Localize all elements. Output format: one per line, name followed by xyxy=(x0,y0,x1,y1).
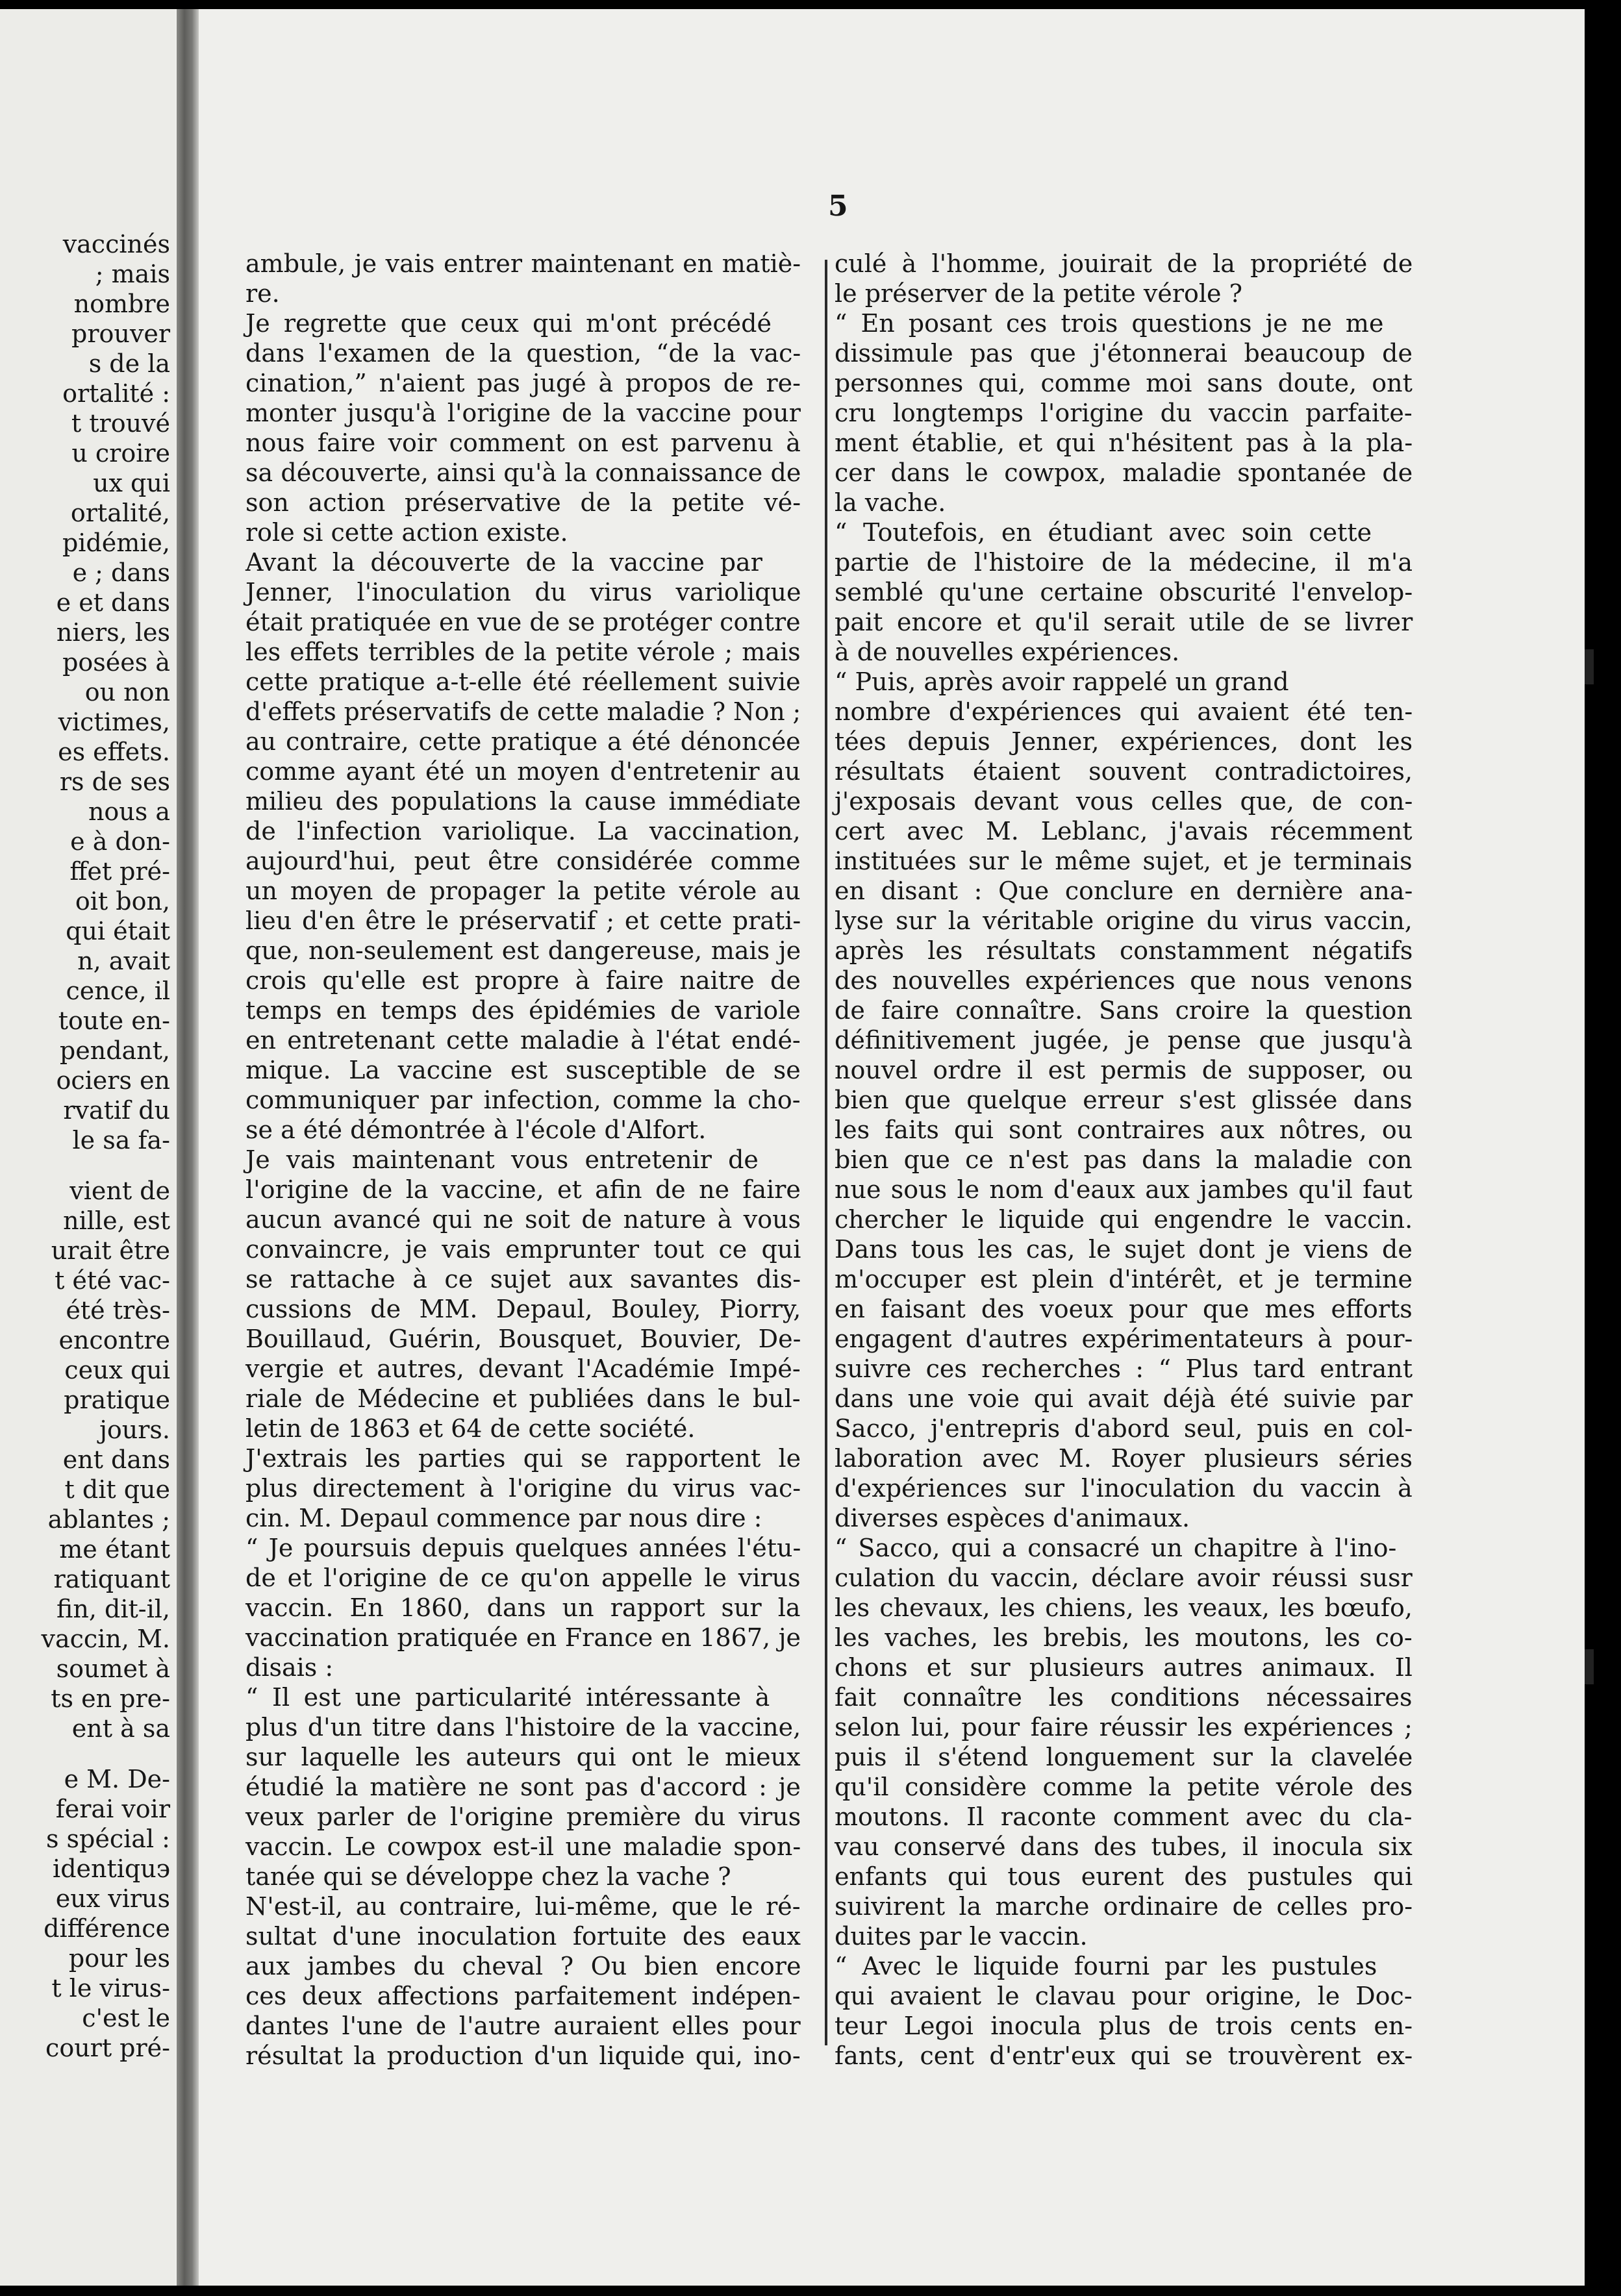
previous-page-line: été très- xyxy=(66,1296,170,1325)
previous-page-line: s de la xyxy=(88,349,170,378)
previous-page-line: rs de ses xyxy=(59,767,170,796)
previous-page-line: t trouvé xyxy=(71,409,170,438)
right-column-line: nouvel ordre il est permis de supposer, ou xyxy=(835,1056,1413,1084)
previous-page-line: ux qui xyxy=(93,469,170,497)
previous-page-line: soumet à xyxy=(56,1654,170,1683)
left-column-line: role si cette action existe. xyxy=(245,518,568,547)
left-column-line: aujourd'hui, peut être considérée comme xyxy=(245,847,801,875)
right-column-line: suivirent la marche ordinaire de celles pro- xyxy=(835,1892,1413,1921)
left-column-line: comme ayant été un moyen d'entretenir au xyxy=(245,757,801,786)
right-column-line: moutons. Il raconte comment avec du cla- xyxy=(835,1803,1413,1831)
previous-page-line: e ; dans xyxy=(72,558,170,587)
left-column-line: J'extrais les parties qui se rapportent le xyxy=(245,1444,801,1473)
previous-page-line: ou non xyxy=(84,678,170,706)
right-column-line: suivre ces recherches : “ Plus tard entrant xyxy=(835,1354,1413,1383)
left-column-line: mique. La vaccine est susceptible de se xyxy=(245,1056,801,1084)
previous-page-text xyxy=(0,230,170,2178)
previous-page-line: s spécial : xyxy=(45,1825,170,1853)
previous-page-line: nille, est xyxy=(63,1206,170,1235)
previous-page-line: encontre xyxy=(58,1326,170,1354)
previous-page-line: rvatif du xyxy=(63,1096,170,1125)
page-number: 5 xyxy=(828,190,848,223)
right-column-line: “ Puis, après avoir rappelé un grand xyxy=(835,668,1289,696)
right-column-line: le préserver de la petite vérole ? xyxy=(835,279,1243,308)
left-column-line: étudié la matière ne sont pas d'accord : je xyxy=(245,1773,801,1801)
left-column-line: “ Il est une particularité intéressante à xyxy=(245,1683,770,1712)
right-column-line: cert avec M. Leblanc, j'avais récemment xyxy=(835,817,1413,845)
previous-page-line: t le virus- xyxy=(51,1974,170,2003)
left-column-line: nous faire voir comment on est parvenu à xyxy=(245,429,801,457)
right-column-line: “ Toutefois, en étudiant avec soin cette xyxy=(835,518,1372,547)
left-column-line: cination,” n'aient pas jugé à propos de re- xyxy=(245,369,801,397)
left-column-line: vaccin. Le cowpox est-il une maladie spon- xyxy=(245,1832,801,1861)
left-column-line: ces deux affections parfaitement indépen- xyxy=(245,1982,801,2010)
previous-page-line: nombre xyxy=(73,290,170,318)
left-column-line: aux jambes du cheval ? Ou bien encore xyxy=(245,1952,801,1980)
previous-page-line: vaccin, M. xyxy=(41,1625,170,1653)
previous-page-line: ent dans xyxy=(62,1445,170,1474)
previous-page-line: toute en- xyxy=(58,1006,170,1035)
right-column-line: engagent d'autres expérimentateurs à pour- xyxy=(835,1325,1413,1353)
right-column-line: des nouvelles expériences que nous venons xyxy=(835,966,1413,995)
left-column-line: vaccin. En 1860, dans un rapport sur la xyxy=(245,1593,801,1622)
left-column-line: au contraire, cette pratique a été dénoncée xyxy=(245,727,801,756)
right-column-line: en faisant des voeux pour que mes efforts xyxy=(835,1295,1413,1323)
right-column-line: la vache. xyxy=(835,488,946,517)
right-column-line: tées depuis Jenner, expériences, dont les xyxy=(835,727,1413,756)
left-column-line: “ Je poursuis depuis quelques années l'étu- xyxy=(245,1534,801,1562)
previous-page-line: prouver xyxy=(71,319,170,348)
previous-page-line: ent à sa xyxy=(71,1714,170,1743)
left-column-line: plus directement à l'origine du virus vac- xyxy=(245,1474,801,1503)
left-column-line: tanée qui se développe chez la vache ? xyxy=(245,1862,731,1891)
left-column-line: d'effets préservatifs de cette maladie ? Non ; xyxy=(245,697,801,726)
left-column-line: aucun avancé qui ne soit de nature à vous xyxy=(245,1205,801,1234)
left-column-line: les effets terribles de la petite vérole ; mais xyxy=(245,638,801,666)
right-column-line: ment établie, et qui n'hésitent pas à la pla- xyxy=(835,429,1413,457)
left-column-line: un moyen de propager la petite vérole au xyxy=(245,877,801,905)
previous-page-line: u croire xyxy=(71,439,170,468)
right-column-line: à de nouvelles expériences. xyxy=(835,638,1180,666)
previous-page-line: pratique xyxy=(64,1386,170,1414)
previous-page-line: ratiquant xyxy=(53,1565,170,1593)
right-column-line: de faire connaître. Sans croire la question xyxy=(835,996,1413,1025)
right-column-line: m'occuper est plein d'intérêt, et je termine xyxy=(835,1265,1413,1293)
left-column-line: résultat la production d'un liquide qui, ino- xyxy=(245,2041,801,2070)
previous-page-line: ffet pré- xyxy=(69,857,170,886)
previous-page-line: oit bon, xyxy=(75,887,170,916)
previous-page-line: cence, il xyxy=(66,977,170,1005)
right-column-line: en disant : Que conclure en dernière ana- xyxy=(835,877,1413,905)
right-column-line: chercher le liquide qui engendre le vaccin. xyxy=(835,1205,1413,1234)
right-column-line: définitivement jugée, je pense que jusqu'à xyxy=(835,1026,1413,1054)
previous-page-line: es effets. xyxy=(58,738,170,766)
left-column-line: Je vais maintenant vous entretenir de xyxy=(245,1145,759,1174)
left-column-line: dans l'examen de la question, “de la vac- xyxy=(245,339,801,368)
previous-page-line: ablantes ; xyxy=(47,1505,170,1534)
scan-edge-mark xyxy=(1585,649,1594,684)
left-column-line: riale de Médecine et publiées dans le bul- xyxy=(245,1384,801,1413)
previous-page-line: ts en pre- xyxy=(51,1684,170,1713)
right-column-line: instituées sur le même sujet, et je terminais xyxy=(835,847,1413,875)
right-column-line: cru longtemps l'origine du vaccin parfaite- xyxy=(835,399,1413,427)
previous-page-line: urait être xyxy=(51,1236,170,1265)
right-column-line: Dans tous les cas, le sujet dont je viens de xyxy=(835,1235,1413,1264)
right-column-line: culé à l'homme, jouirait de la propriété de xyxy=(835,249,1413,278)
left-column-line: N'est-il, au contraire, lui-même, que le ré- xyxy=(245,1892,801,1921)
left-column-line: de l'infection variolique. La vaccination, xyxy=(245,817,801,845)
right-column-line: Sacco, j'entrepris d'abord seul, puis en col- xyxy=(835,1414,1413,1443)
previous-page-line: ortalité, xyxy=(70,499,170,527)
right-column-line: qu'il considère comme la petite vérole des xyxy=(835,1773,1413,1801)
right-column-line: puis il s'étend longuement sur la clavelée xyxy=(835,1743,1413,1771)
right-column-line: semblé qu'une certaine obscurité l'envelop- xyxy=(835,578,1413,606)
left-column-line: cin. M. Depaul commence par nous dire : xyxy=(245,1504,762,1532)
previous-page-line: me étant xyxy=(59,1535,170,1564)
scan-border-bottom xyxy=(0,2286,1585,2296)
previous-page-line: ortalité : xyxy=(62,379,170,408)
column-divider xyxy=(825,260,827,2045)
right-column-line: fants, cent d'entr'eux qui se trouvèrent ex- xyxy=(835,2041,1413,2070)
right-column-line: diverses espèces d'animaux. xyxy=(835,1504,1190,1532)
previous-page-line: e M. De- xyxy=(64,1765,170,1793)
right-column-line: après les résultats constamment négatifs xyxy=(835,936,1413,965)
right-column-line: laboration avec M. Royer plusieurs séries xyxy=(835,1444,1413,1473)
previous-page-line: victimes, xyxy=(58,708,170,736)
previous-page-line: identiquэ xyxy=(53,1854,170,1883)
left-column-line: temps en temps des épidémies de variole xyxy=(245,996,801,1025)
left-column-line: milieu des populations la cause immédiate xyxy=(245,787,801,816)
left-column-line: Bouillaud, Guérin, Bousquet, Bouvier, De- xyxy=(245,1325,801,1353)
book-gutter xyxy=(177,0,199,2296)
previous-page-line: posées à xyxy=(62,648,170,677)
right-column-line: cer dans le cowpox, maladie spontanée de xyxy=(835,458,1413,487)
right-column-line: “ Avec le liquide fourni par les pustules xyxy=(835,1952,1377,1980)
right-column-line: partie de l'histoire de la médecine, il m'a xyxy=(835,548,1413,577)
previous-page-line: n, avait xyxy=(77,947,170,975)
right-column-line: bien que ce n'est pas dans la maladie con xyxy=(835,1145,1413,1174)
scan-border-top xyxy=(0,0,1585,9)
left-column-line: Jenner, l'inoculation du virus variolique xyxy=(245,578,801,606)
right-column-line: duites par le vaccin. xyxy=(835,1922,1088,1951)
right-column-line: qui avaient le clavau pour origine, le Doc- xyxy=(835,1982,1413,2010)
previous-page-line: nous a xyxy=(88,797,170,826)
left-column-line: crois qu'elle est propre à faire naitre de xyxy=(245,966,801,995)
right-column-line: “ En posant ces trois questions je ne me xyxy=(835,309,1384,338)
previous-page-line: vaccinés xyxy=(62,230,170,258)
left-column-line: l'origine de la vaccine, et afin de ne faire xyxy=(245,1175,801,1204)
left-column-line: convaincre, je vais emprunter tout ce qui xyxy=(245,1235,801,1264)
left-column-line: sultat d'une inoculation fortuite des eaux xyxy=(245,1922,801,1951)
previous-page-line: vient de xyxy=(69,1177,170,1205)
left-column-line: vergie et autres, devant l'Académie Impé- xyxy=(245,1354,801,1383)
previous-page-margin xyxy=(0,0,175,2296)
left-column-line: était pratiquée en vue de se protéger contre xyxy=(245,608,801,636)
left-column-line: letin de 1863 et 64 de cette société. xyxy=(245,1414,696,1443)
left-column-line: de et l'origine de ce qu'on appelle le virus xyxy=(245,1564,801,1592)
right-column-line: les vaches, les brebis, les moutons, les co- xyxy=(835,1623,1413,1652)
left-column-line: Avant la découverte de la vaccine par xyxy=(245,548,762,577)
right-column-line: dissimule pas que j'étonnerai beaucoup de xyxy=(835,339,1413,368)
left-column-line: sa découverte, ainsi qu'à la connaissance de xyxy=(245,458,801,487)
right-column-line: d'expériences sur l'inoculation du vaccin à xyxy=(835,1474,1413,1503)
left-column-line: veux parler de l'origine première du virus xyxy=(245,1803,801,1831)
previous-page-line: court pré- xyxy=(45,2034,170,2062)
left-column-line: communiquer par infection, comme la cho- xyxy=(245,1086,801,1114)
previous-page-line: e à don- xyxy=(70,827,170,856)
right-column-line: personnes qui, comme moi sans doute, ont xyxy=(835,369,1413,397)
previous-page-line: jours. xyxy=(99,1416,170,1444)
left-column-line: monter jusqu'à l'origine de la vaccine pour xyxy=(245,399,801,427)
previous-page-line: ferai voir xyxy=(55,1795,170,1823)
previous-page-line: qui était xyxy=(66,917,170,945)
left-column-line: ambule, je vais entrer maintenant en matiè- xyxy=(245,249,801,278)
left-column-line: son action préservative de la petite vé- xyxy=(245,488,801,517)
right-column-line: lyse sur la véritable origine du virus vaccin, xyxy=(835,906,1413,935)
right-column-line: culation du vaccin, déclare avoir réussi susr xyxy=(835,1564,1413,1592)
left-column-line: Je regrette que ceux qui m'ont précédé xyxy=(245,309,772,338)
right-column-line: j'exposais devant vous celles que, de con- xyxy=(835,787,1413,816)
previous-page-line: pidémie, xyxy=(62,529,170,557)
right-column-line: résultats étaient souvent contradictoires, xyxy=(835,757,1413,786)
left-column-line: cette pratique a-t-elle été réellement suivie xyxy=(245,668,801,696)
left-column-line: plus d'un titre dans l'histoire de la vaccine, xyxy=(245,1713,801,1741)
previous-page-line: le sa fa- xyxy=(72,1126,170,1154)
previous-page-line: niers, les xyxy=(56,618,170,647)
left-column-line: dantes l'une de l'autre auraient elles pour xyxy=(245,2012,801,2040)
right-column-line: enfants qui tous eurent des pustules qui xyxy=(835,1862,1413,1891)
right-column-line: nue sous le nom d'eaux aux jambes qu'il faut xyxy=(835,1175,1413,1204)
right-column-line: selon lui, pour faire réussir les expériences ; xyxy=(835,1713,1413,1741)
previous-page-line: c'est le xyxy=(82,2004,170,2032)
left-column-line: sur laquelle les auteurs qui ont le mieux xyxy=(245,1743,801,1771)
previous-page-line: eux virus xyxy=(55,1884,170,1913)
previous-page-line: t dit que xyxy=(64,1475,170,1504)
right-column-line: bien que quelque erreur s'est glissée dans xyxy=(835,1086,1413,1114)
previous-page-line: fin, dit-il, xyxy=(57,1595,170,1623)
left-column-line: se a été démontrée à l'école d'Alfort. xyxy=(245,1116,707,1144)
left-column-line: disais : xyxy=(245,1653,334,1682)
right-column-line: les faits qui sont contraires aux nôtres, ou xyxy=(835,1116,1413,1144)
right-column-line: fait connaître les conditions nécessaires xyxy=(835,1683,1413,1712)
previous-page-line: e et dans xyxy=(56,588,170,617)
left-column-line: que, non-seulement est dangereuse, mais je xyxy=(245,936,801,965)
left-column-line: vaccination pratiquée en France en 1867, je xyxy=(245,1623,801,1652)
right-column-line: nombre d'expériences qui avaient été ten- xyxy=(835,697,1413,726)
right-column-line: chons et sur plusieurs autres animaux. Il xyxy=(835,1653,1413,1682)
scan-border-right xyxy=(1585,0,1621,2296)
previous-page-line: ; mais xyxy=(95,260,170,288)
right-column-line: les chevaux, les chiens, les veaux, les bœufo, xyxy=(835,1593,1413,1622)
scan-edge-mark xyxy=(1585,1649,1594,1684)
right-column-line: dans une voie qui avait déjà été suivie par xyxy=(835,1384,1413,1413)
left-column-line: en entretenant cette maladie à l'état endé- xyxy=(245,1026,801,1054)
right-column-line: vau conservé dans des tubes, il inocula six xyxy=(835,1832,1413,1861)
previous-page-line: pour les xyxy=(68,1944,170,1973)
right-column-line: teur Legoi inocula plus de trois cents en- xyxy=(835,2012,1413,2040)
left-column-line: re. xyxy=(245,279,280,308)
previous-page-line: oсiers en xyxy=(56,1066,170,1095)
previous-page-line: ceux qui xyxy=(64,1356,170,1384)
previous-page-line: t été vac- xyxy=(55,1266,170,1295)
right-column-line: pait encore et qu'il serait utile de se livrer xyxy=(835,608,1413,636)
left-column-line: lieu d'en être le préservatif ; et cette prati- xyxy=(245,906,801,935)
previous-page-line: différence xyxy=(44,1914,170,1943)
previous-page-line: pendant, xyxy=(59,1036,170,1065)
right-column-line: “ Sacco, qui a consacré un chapitre à l'ino- xyxy=(835,1534,1397,1562)
left-column-line: cussions de MM. Depaul, Bouley, Piorry, xyxy=(245,1295,801,1323)
left-column-line: se rattache à ce sujet aux savantes dis- xyxy=(245,1265,801,1293)
